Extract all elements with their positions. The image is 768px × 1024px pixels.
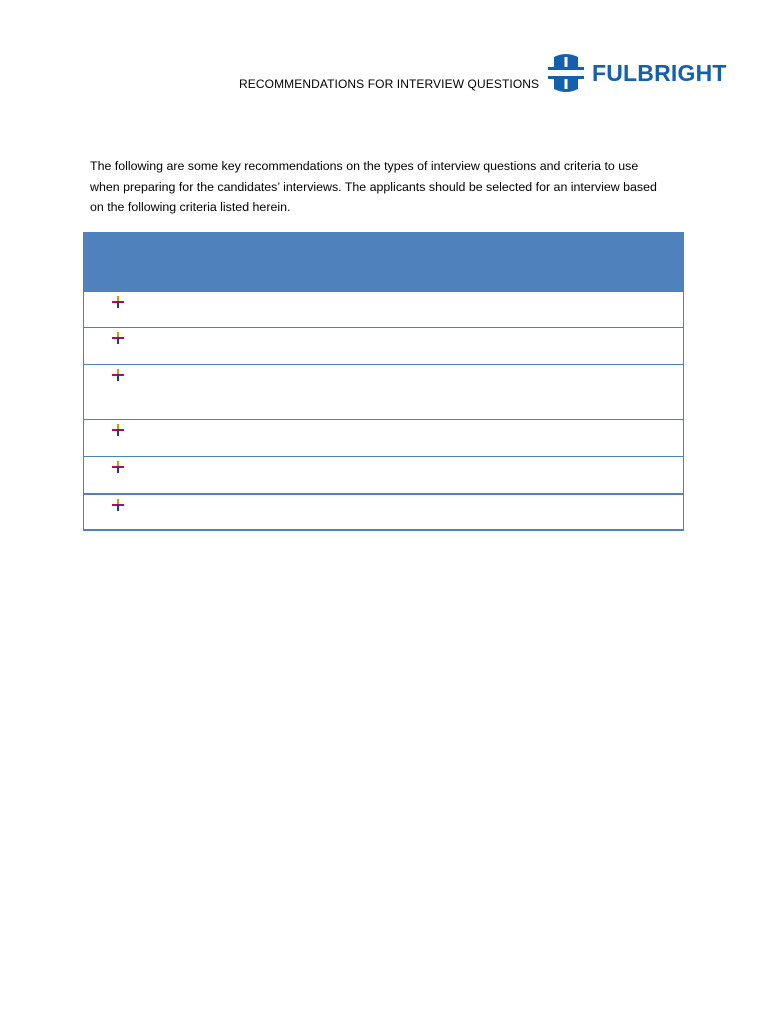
table-row — [84, 291, 683, 327]
table-row — [84, 493, 683, 529]
table-header — [84, 232, 683, 291]
intro-line: The following are some key recommendations on the types of interview questions and criteria to use — [90, 159, 639, 173]
plus-bullet-icon — [112, 424, 124, 436]
table-row — [84, 364, 683, 419]
logo-text: FULBRIGHT — [592, 59, 727, 86]
table-row — [84, 419, 683, 456]
intro-line: on the following criteria listed herein. — [90, 200, 291, 214]
plus-bullet-icon — [112, 332, 124, 344]
fulbright-logo — [548, 54, 727, 92]
document-heading: RECOMMENDATIONS FOR INTERVIEW QUESTIONS — [239, 77, 540, 91]
plus-bullet-icon — [112, 296, 124, 308]
globe-icon — [548, 54, 584, 92]
plus-bullet-icon — [112, 369, 124, 381]
table-row — [84, 456, 683, 493]
intro-paragraph — [90, 156, 690, 218]
criteria-table — [83, 232, 684, 531]
table-row — [84, 327, 683, 364]
intro-line: when preparing for the candidates’ interviews. The applicants should be selected for an interview based — [90, 179, 657, 194]
plus-bullet-icon — [112, 499, 124, 511]
plus-bullet-icon — [112, 461, 124, 473]
